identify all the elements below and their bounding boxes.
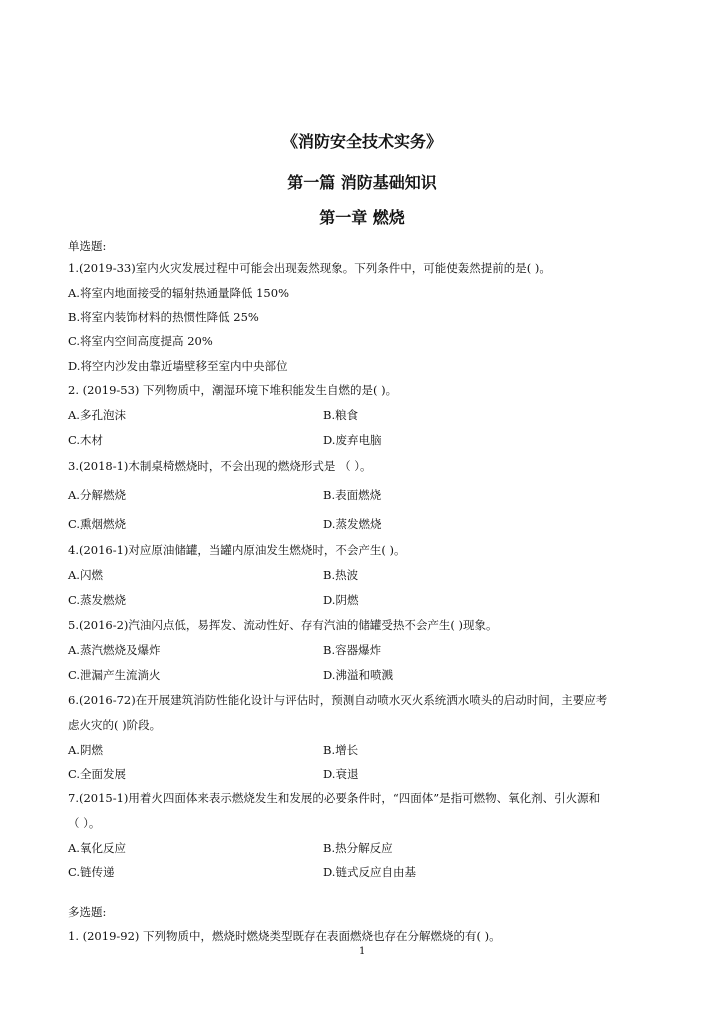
question-stem: 7.(2015-1)用着火四面体来表示燃烧发生和发展的必要条件时，“四面体”是指可燃物、氧化剂、引火源和 — [68, 791, 601, 805]
answer-option: C.链传递 — [68, 865, 115, 879]
answer-option: C.木材 — [68, 433, 104, 447]
page-number: 1 — [359, 946, 366, 957]
answer-option: B.热波 — [323, 568, 359, 582]
answer-option: D.衰退 — [323, 767, 359, 781]
section-heading-multiple-choice: 多选题: — [68, 905, 107, 919]
question-stem: 4.(2016-1)对应原油储罐，当罐内原油发生燃烧时，不会产生( )。 — [68, 543, 406, 557]
question-stem: 5.(2016-2)汽油闪点低，易挥发、流动性好、存有汽油的储罐受热不会产生( )现象。 — [68, 618, 498, 632]
answer-option: A.蒸汽燃烧及爆炸 — [68, 643, 161, 657]
question-stem: 虑火灾的( )阶段。 — [68, 718, 162, 732]
answer-option: B.表面燃烧 — [323, 488, 382, 502]
answer-option: C.蒸发燃烧 — [68, 593, 127, 607]
question-stem: 3.(2018-1)木制桌椅燃烧时，不会出现的燃烧形式是 （ ）。 — [68, 459, 372, 473]
answer-option: D.蒸发燃烧 — [323, 517, 382, 531]
answer-option: D.阴燃 — [323, 593, 359, 607]
question-stem: 2. (2019-53) 下列物质中，潮湿环境下堆积能发生自燃的是( )。 — [68, 383, 398, 397]
answer-option: B.粮食 — [323, 408, 359, 422]
answer-option: C.将室内空间高度提高 20% — [68, 334, 213, 348]
answer-option: C.泄漏产生流淌火 — [68, 668, 161, 682]
chapter-title: 第一章 燃烧 — [319, 208, 405, 227]
answer-option: B.热分解反应 — [323, 841, 393, 855]
question-stem: 1.(2019-33)室内火灾发展过程中可能会出现轰然现象。下列条件中，可能使轰然提前的是( )。 — [68, 261, 551, 275]
answer-option: D.将空内沙发由靠近墙壁移至室内中央部位 — [68, 359, 288, 373]
answer-option: D.链式反应自由基 — [323, 865, 416, 879]
answer-option: D.废弃电脑 — [323, 433, 382, 447]
answer-option: A.多孔泡沫 — [68, 408, 126, 422]
answer-option: A.分解燃烧 — [68, 488, 126, 502]
section-heading-single-choice: 单选题: — [68, 239, 107, 253]
answer-option: C.全面发展 — [68, 767, 127, 781]
answer-option: A.阴燃 — [68, 743, 103, 757]
answer-option: D.沸溢和喷溅 — [323, 668, 393, 682]
answer-option: B.增长 — [323, 743, 359, 757]
document-title: 《消防安全技术实务》 — [281, 132, 442, 151]
question-stem: 1. (2019-92) 下列物质中，燃烧时燃烧类型既存在表面燃烧也存在分解燃烧的有( )。 — [68, 929, 501, 943]
answer-option: B.将室内装饰材料的热惯性降低 25% — [68, 310, 259, 324]
answer-option: C.熏烟燃烧 — [68, 517, 127, 531]
answer-option: A.将室内地面接受的辐射热通量降低 150% — [68, 286, 289, 300]
question-stem: 6.(2016-72)在开展建筑消防性能化设计与评估时，预测自动喷水灭火系统洒水喷头的启动时间，主要应考 — [68, 693, 608, 707]
answer-option: A.闪燃 — [68, 568, 103, 582]
answer-option: A.氧化反应 — [68, 841, 126, 855]
part-title: 第一篇 消防基础知识 — [287, 173, 437, 192]
question-stem: （ ）。 — [68, 816, 101, 830]
answer-option: B.容器爆炸 — [323, 643, 382, 657]
